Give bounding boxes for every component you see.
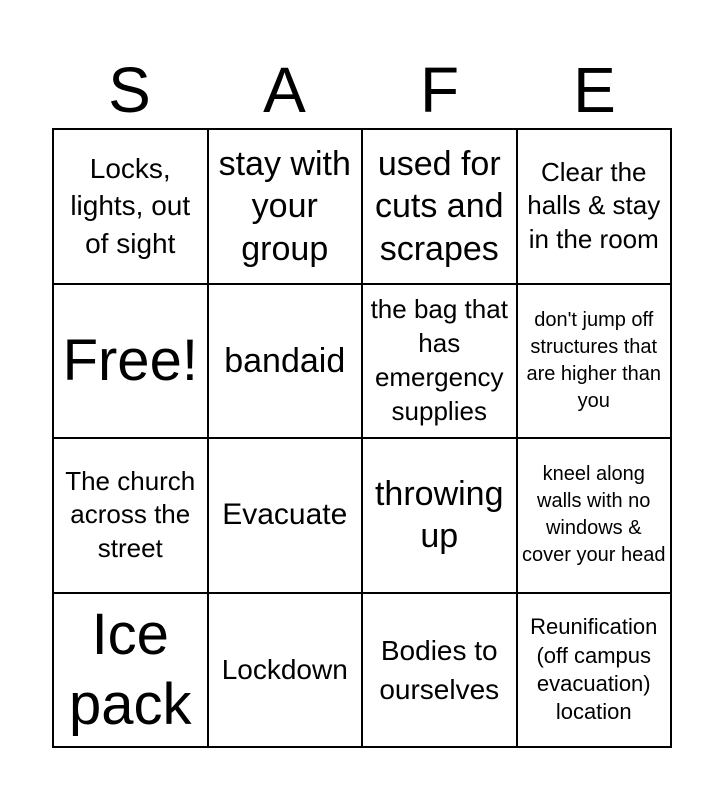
header-letter-f: F (419, 54, 460, 126)
bingo-cell[interactable] (518, 285, 673, 440)
cell-text: Reunification (off campus evacuation) location (530, 614, 658, 724)
bingo-cell[interactable] (518, 594, 673, 749)
header-letter-a: A (263, 54, 306, 126)
cell-text: stay with your group (218, 144, 351, 268)
bingo-cell[interactable] (209, 130, 364, 285)
header-letter-e: E (573, 54, 616, 126)
cell-text: kneel along walls with no windows & cover your head (522, 463, 666, 567)
cell-text: Locks, lights, out of sight (70, 152, 191, 260)
bingo-cell[interactable] (209, 594, 364, 749)
cell-text: Ice pack (68, 602, 192, 737)
bingo-cell[interactable] (54, 130, 209, 285)
cell-text: Free! (62, 327, 198, 393)
cell-text: don't jump off structures that are higher than you (526, 308, 662, 412)
cell-text: Lockdown (221, 654, 348, 686)
bingo-cell[interactable] (54, 439, 209, 594)
cell-text: bandaid (224, 341, 346, 380)
bingo-cell[interactable] (209, 285, 364, 440)
bingo-cell[interactable] (363, 285, 518, 440)
header-letter-s: S (108, 54, 151, 126)
cell-text: throwing up (374, 474, 504, 556)
bingo-cell[interactable] (363, 594, 518, 749)
cell-text: Clear the halls & stay in the room (527, 156, 661, 255)
bingo-header (52, 52, 672, 128)
cell-text: Bodies to ourselves (379, 634, 500, 705)
cell-text: the bag that has emergency supplies (370, 294, 508, 426)
bingo-cell[interactable] (518, 439, 673, 594)
free-space-cell[interactable] (54, 285, 209, 440)
bingo-cell[interactable] (209, 439, 364, 594)
cell-text: Evacuate (222, 498, 348, 532)
cell-text: used for cuts and scrapes (374, 144, 504, 268)
bingo-cell[interactable] (54, 594, 209, 749)
bingo-board (52, 128, 672, 748)
bingo-cell[interactable] (363, 130, 518, 285)
bingo-cell[interactable] (518, 130, 673, 285)
bingo-cell[interactable] (363, 439, 518, 594)
cell-text: The church across the street (65, 465, 196, 564)
